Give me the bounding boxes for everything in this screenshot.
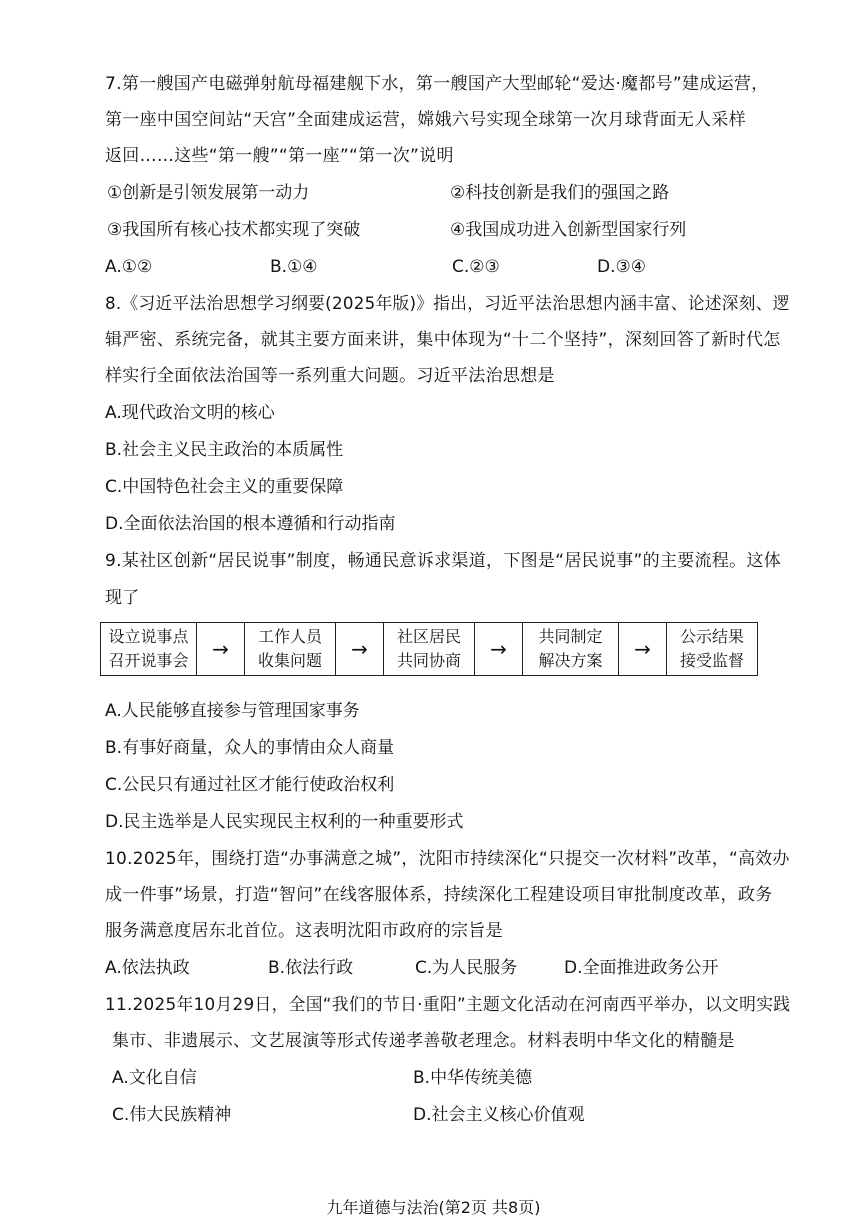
q11-option-a: A.文化自信: [112, 1068, 197, 1088]
flow-step-3: [383, 622, 475, 676]
page-footer: 九年道德与法治(第2页 共8页): [326, 1198, 541, 1217]
q10-option-c: C.为人民服务: [415, 958, 518, 978]
q9-option-d: D.民主选举是人民实现民主权利的一种重要形式: [105, 812, 464, 832]
flow-step-2-top: 工作人员: [257, 627, 322, 646]
flow-step-1: [100, 622, 197, 676]
flow-step-5: [666, 622, 758, 676]
flow-step-4: [522, 622, 619, 676]
flow-arrow-2: →: [336, 622, 383, 676]
flow-step-5-bottom: 接受监督: [679, 651, 744, 670]
q8-option-c: C.中国特色社会主义的重要保障: [105, 477, 344, 497]
flow-step-1-bottom: 召开说事会: [108, 651, 189, 670]
flow-arrow-3: →: [475, 622, 522, 676]
q7-option-b: B.①④: [270, 257, 318, 277]
flow-step-5-top: 公示结果: [679, 627, 744, 646]
q8-option-a: A.现代政治文明的核心: [105, 403, 275, 423]
q9-stem-line1: 9.某社区创新“居民说事”制度，畅通民意诉求渠道，下图是“居民说事”的主要流程。这体: [105, 551, 782, 571]
q9-option-b: B.有事好商量，众人的事情由众人商量: [105, 738, 395, 758]
q8-stem-line2: 辑严密、系统完备，就其主要方面来讲，集中体现为“十二个坚持”，深刻回答了新时代怎: [105, 330, 781, 350]
q10-option-b: B.依法行政: [268, 958, 354, 978]
q10-stem-line1: 10.2025年，围绕打造“办事满意之城”，沈阳市持续深化“只提交一次材料”改革，“高效办: [105, 849, 790, 869]
q10-stem-line2: 成一件事”场景，打造“智问”在线客服体系，持续深化工程建设项目审批制度改革，政务: [105, 885, 773, 905]
q11-stem-line1: 11.2025年10月29日，全国“我们的节日·重阳”主题文化活动在河南西平举办，以文明实践: [105, 995, 791, 1015]
q11-stem-line2: 集市、非遗展示、文艺展演等形式传递孝善敬老理念。材料表明中华文化的精髓是: [112, 1031, 735, 1051]
q8-stem-line3: 样实行全面依法治国等一系列重大问题。习近平法治思想是: [105, 366, 555, 386]
flow-step-3-bottom: 共同协商: [396, 651, 461, 670]
q11-option-d: D.社会主义核心价值观: [413, 1105, 585, 1125]
q8-option-b: B.社会主义民主政治的本质属性: [105, 440, 344, 460]
flow-arrow-1: →: [197, 622, 244, 676]
flow-step-4-top: 共同制定: [538, 627, 603, 646]
q7-statement-2: ②科技创新是我们的强国之路: [450, 183, 670, 203]
q10-option-d: D.全面推进政务公开: [564, 958, 719, 978]
q7-statement-1: ①创新是引领发展第一动力: [107, 183, 310, 203]
q7-option-c: C.②③: [452, 257, 500, 277]
flow-step-2: [244, 622, 336, 676]
q9-option-a: A.人民能够直接参与管理国家事务: [105, 701, 360, 721]
flow-step-3-top: 社区居民: [396, 627, 461, 646]
flow-step-1-top: 设立说事点: [108, 627, 189, 646]
q10-option-a: A.依法执政: [105, 958, 190, 978]
q7-statement-3: ③我国所有核心技术都实现了突破: [107, 220, 361, 240]
flow-arrow-4: →: [619, 622, 666, 676]
flow-step-4-bottom: 解决方案: [538, 651, 603, 670]
q7-option-d: D.③④: [597, 257, 646, 277]
q9-flow-diagram: [100, 622, 774, 676]
q7-statement-4: ④我国成功进入创新型国家行列: [450, 220, 687, 240]
q7-stem-line3: 返回……这些“第一艘”“第一座”“第一次”说明: [105, 146, 454, 166]
q7-stem-line2: 第一座中国空间站“天宫”全面建成运营，嫦娥六号实现全球第一次月球背面无人采样: [105, 110, 747, 130]
q9-option-c: C.公民只有通过社区才能行使政治权利: [105, 775, 395, 795]
q10-stem-line3: 服务满意度居东北首位。这表明沈阳市政府的宗旨是: [105, 921, 503, 941]
q8-option-d: D.全面依法治国的根本遵循和行动指南: [105, 514, 396, 534]
q9-stem-line2: 现了: [105, 588, 140, 608]
q11-option-b: B.中华传统美德: [413, 1068, 533, 1088]
q11-option-c: C.伟大民族精神: [112, 1105, 232, 1125]
flow-step-2-bottom: 收集问题: [257, 651, 322, 670]
q7-stem-line1: 7.第一艘国产电磁弹射航母福建舰下水，第一艘国产大型邮轮“爱达·魔都号”建成运营，: [105, 74, 769, 94]
q8-stem-line1: 8.《习近平法治思想学习纲要(2025年版)》指出，习近平法治思想内涵丰富、论述深刻、逻: [105, 294, 790, 314]
q7-option-a: A.①②: [105, 257, 153, 277]
